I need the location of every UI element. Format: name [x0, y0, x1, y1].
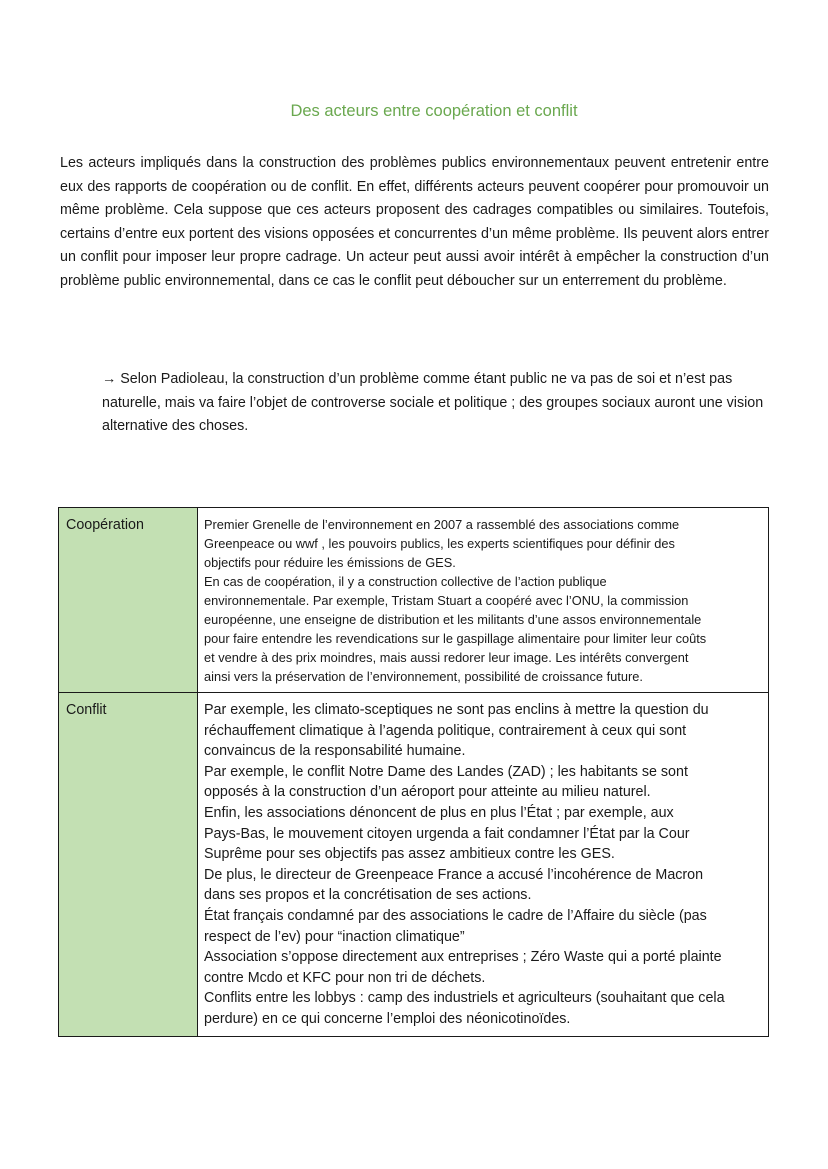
conflict-line: Enfin, les associations dénoncent de plus en plus l’État ; par exemple, aux [204, 804, 674, 821]
cooperation-line: Greenpeace ou wwf , les pouvoirs publics, les experts scientifiques pour définir des [204, 536, 675, 551]
conflict-line: Par exemple, les climato-sceptiques ne sont pas enclins à mettre la question du [204, 702, 709, 718]
row-content-conflict [198, 693, 769, 1037]
conflict-line: Conflits entre les lobbys : camp des industriels et agriculteurs (souhaitant que cela [204, 990, 725, 1007]
cooperation-line: pour faire entendre les revendications sur le gaspillage alimentaire pour limiter leur coûts [204, 631, 707, 646]
conflict-line: réchauffement climatique à l’agenda politique, contrairement à ceux qui sont [204, 722, 687, 739]
conflict-line: Pays-Bas, le mouvement citoyen urgenda a fait condamner l’État par la Cour [204, 825, 690, 842]
cooperation-line: européenne, une enseigne de distribution et les militants d’une assos environnementale [204, 612, 702, 627]
conflict-line: État français condamné par des associations le cadre de l’Affaire du siècle (pas [204, 907, 707, 924]
cooperation-line: En cas de coopération, il y a construction collective de l’action publique [204, 574, 607, 589]
cooperation-conflict-table [58, 507, 769, 1037]
conflict-line: convaincus de la responsabilité humaine. [204, 743, 466, 760]
cooperation-line: environnementale. Par exemple, Tristam Stuart a coopéré avec l’ONU, la commission [204, 593, 689, 608]
table-row-conflict [59, 693, 769, 1037]
row-label-cooperation: Coopération [59, 508, 198, 693]
conflict-line: Association s’oppose directement aux entreprises ; Zéro Waste qui a porté plainte [204, 949, 722, 966]
document-title: Des acteurs entre coopération et conflit [290, 102, 578, 120]
conflict-line: respect de l’ev) pour “inaction climatique” [204, 928, 465, 945]
conflict-line: perdure) en ce qui concerne l’emploi des néonicotinoïdes. [204, 1010, 571, 1027]
conflict-line: opposés à la construction d’un aéroport pour atteinte au milieu naturel. [204, 784, 651, 801]
cooperation-line: et vendre à des prix moindres, mais aussi redorer leur image. Les intérêts convergent [204, 650, 689, 665]
conflict-line: Suprême pour ses objectifs pas assez ambitieux contre les GES. [204, 846, 615, 863]
conflict-line: Par exemple, le conflit Notre Dame des Landes (ZAD) ; les habitants se sont [204, 763, 688, 780]
cooperation-line: objectifs pour réduire les émissions de GES. [204, 555, 456, 570]
cooperation-line: Premier Grenelle de l’environnement en 2007 a rassemblé des associations comme [204, 517, 680, 532]
row-label-conflict: Conflit [59, 693, 198, 1037]
cooperation-line: ainsi vers la préservation de l’environnement, possibilité de croissance future. [204, 669, 643, 684]
row-content-cooperation [198, 508, 769, 693]
conflict-line: De plus, le directeur de Greenpeace France a accusé l’incohérence de Macron [204, 866, 704, 883]
table-row-cooperation [59, 508, 769, 693]
padioleau-note: → Selon Padioleau, la construction d’un problème comme étant public ne va pas de soi et n’est pas naturelle, mais va faire l’objet de controverse sociale et politique ; des groupes sociaux auront une vision alternative des choses. [102, 371, 764, 434]
conflict-line: dans ses propos et la concrétisation de ses actions. [204, 887, 532, 904]
conflict-line: contre Mcdo et KFC pour non tri de déchets. [204, 969, 486, 986]
intro-paragraph: Les acteurs impliqués dans la construction des problèmes publics environnementaux peuvent entretenir entre eux des rapports de coopération ou de conflit. En effet, différents acteurs peuvent coopérer pour promouvoir un même problème. Cela suppose que ces acteurs proposent des cadrages compatibles ou similaires. Toutefois, certains d’entre eux portent des visions opposées et concurrentes d’un même problème. Ils peuvent alors entrer un conflit pour imposer leur propre cadrage. Un acteur peut aussi avoir intérêt à empêcher la construction d’un problème public environnemental, dans ce cas le conflit peut déboucher sur un enterrement du problème. [60, 155, 769, 289]
